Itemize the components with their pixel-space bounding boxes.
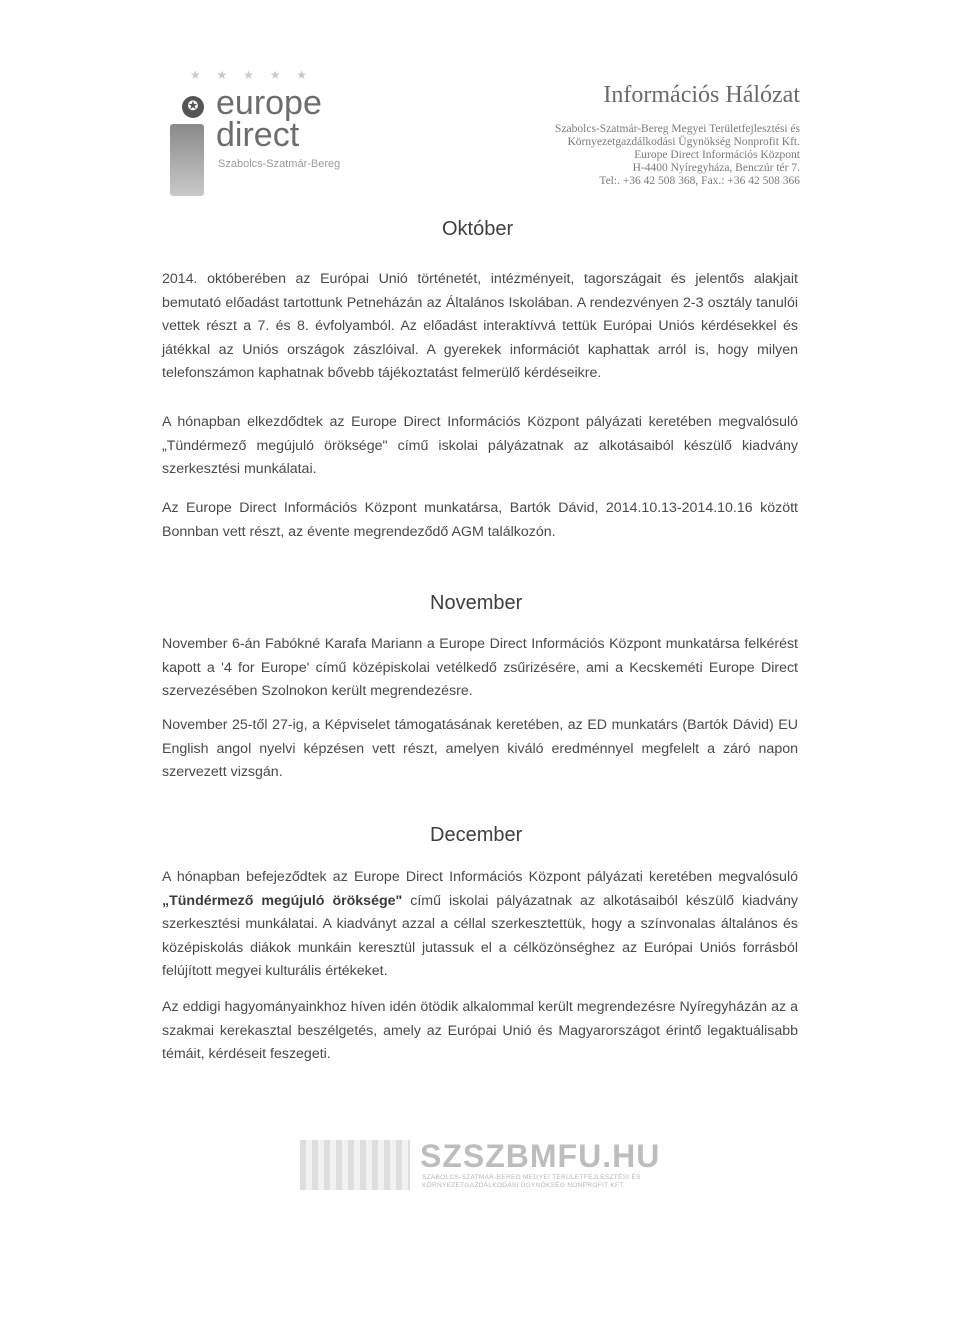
flag-graphic-icon [300,1140,410,1190]
november-paragraph-1: November 6-án Fabókné Karafa Mariann a Europe Direct Információs Központ munkatársa felkérést kapott a '4 for Europe' című középiskolai vetélkedő zsűrizésére, ami a Kecskeméti Europe Direct szervezésében Szolnokon került megrendezésre. [162,636,798,699]
december-paragraph-1 [162,866,798,984]
szszbmfu-logo [300,1140,660,1200]
logo-word-europe: europe [216,84,322,122]
section-title-december: December [430,824,523,846]
october-paragraph-2: A hónapban elkezdődtek az Europe Direct Információs Központ pályázati keretében megvalósuló „Tündérmező megújuló öröksége" című iskolai pályázatnak az alkotásaiból készülő kiadvány szerkesztési munkálatai. [162,414,798,477]
footer-subtitle-line: SZABOLCS-SZATMÁR-BEREG MEGYEI TERÜLETFEJLESZTÉSI ÉS [422,1174,641,1181]
organization-info [555,82,800,188]
logo-figure-one-icon [170,124,204,196]
section-title-october: Október [442,218,514,240]
logo-word-direct: direct [216,116,300,154]
section-title-november: November [430,592,523,614]
org-line: Környezetgazdálkodási Ügynökség Nonprofit Kft. [567,136,800,148]
org-line: Szabolcs-Szatmár-Bereg Megyei Területfejlesztési és [555,123,800,135]
october-paragraph-1: 2014. októberében az Európai Unió történetét, intézményeit, tagországait és jelentős alakjait bemutató előadást tartottunk Petneházán az Általános Iskolában. A rendezvényen 2-3 osztály tanulói vettek részt a 7. és 8. évfolyamból. Az előadást interaktívvá tettük Európai Uniós kérdésekkel és játékkal az Uniós országok zászlóival. A gyerekek információt kaphattak arról is, hogy milyen telefonszámon kaphatnak bővebb tájékoztatást felmerülő kérdéseikre. [162,271,798,381]
november-paragraph-2: November 25-től 27-ig, a Képviselet támogatásának keretében, az ED munkatárs (Bartók Dávid) EU English angol nyelvi képzésen vett részt, amelyen kiváló eredménnyel megfelelt a záró napon szervezett vizsgán. [162,717,798,780]
org-line: Tel:. +36 42 508 368, Fax.: +36 42 508 366 [599,175,800,187]
december-p1-end: című iskolai pályázatnak az alkotásaiból készülő kiadvány szerkesztési munkálatai. A kiadványt azzal a céllal szerkesztettük, hogy a színvonalas általános és középiskolás diákok munkáin keresztül jutassuk el a célközönséghez az Európai Uniós forrásból felújított megyei kulturális értékeket. [162,892,798,979]
org-line: Europe Direct Információs Központ [634,149,800,161]
october-paragraph-3: Az Europe Direct Információs Központ munkatársa, Bartók Dávid, 2014.10.13-2014.10.16 között Bonnban vett részt, az évente megrendeződő AGM találkozón. [162,500,798,540]
footer-subtitle-line: KÖRNYEZETGAZDÁLKODÁSI ÜGYNÖKSÉG NONPROFIT KFT. [422,1182,625,1189]
europe-direct-logo [160,68,400,198]
logo-region: Szabolcs-Szatmár-Bereg [218,158,341,170]
europe-badge-icon: ✪ [182,96,204,118]
eu-stars-icon: ★ ★ ★ ★ ★ [190,68,314,82]
footer-logo-subtitle [422,1174,641,1190]
project-title: „Tündérmező megújuló öröksége" [162,892,403,909]
december-paragraph-2: Az eddigi hagyományainkhoz híven idén ötödik alkalommal került megrendezésre Nyíregyházán az a szakmai kerekasztal beszélgetés, amely az Európai Unió és Magyarországot érintő legaktuálisabb témáit, kérdéseit feszegeti. [162,999,798,1062]
org-line: H-4400 Nyíregyháza, Benczúr tér 7. [632,162,800,174]
org-title: Információs Hálózat [603,82,800,108]
footer-logo-name: SZSZBMFU.HU [420,1138,661,1174]
december-p1-start: A hónapban befejeződtek az Europe Direct Információs Központ pályázati keretében megvalósuló [162,869,798,885]
